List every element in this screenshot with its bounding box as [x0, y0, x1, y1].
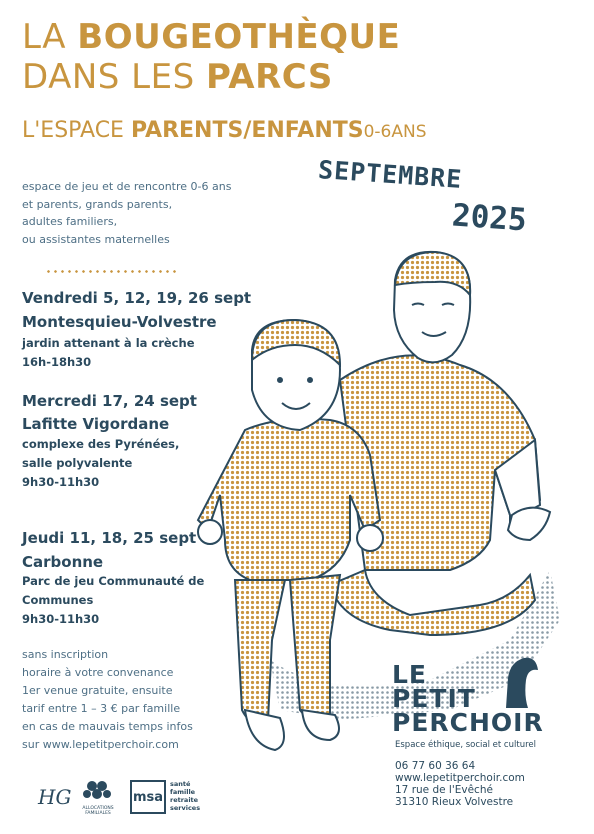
subtitle-age: 0-6ANS	[363, 122, 427, 142]
caf-line-2: FAMILIALES	[85, 811, 111, 816]
logo-line-3: PERCHOIR	[392, 708, 544, 737]
contact-block	[395, 760, 525, 808]
hg-logo	[36, 776, 72, 816]
month-handwritten: SEPTEMBRE	[317, 154, 464, 195]
event-3-detail: Communes	[22, 593, 94, 607]
info-line: horaire à votre convenance	[22, 666, 174, 679]
info-line: sur www.lepetitperchoir.com	[22, 738, 179, 751]
subtitle-prefix: L'ESPACE	[22, 118, 131, 143]
event-3-detail: Parc de jeu Communauté de	[22, 574, 205, 588]
caf-logo-text	[76, 806, 120, 816]
intro-line: adultes familiers,	[22, 215, 118, 228]
event-1-details	[22, 334, 195, 372]
msa-item: famille	[170, 788, 196, 796]
caf-line-1: ALLOCATIONS	[82, 806, 114, 811]
event-1-detail: jardin attenant à la crèche	[22, 336, 195, 350]
msa-logo	[130, 780, 166, 814]
subtitle	[22, 118, 427, 143]
event-3-place: Carbonne	[22, 553, 104, 571]
subtitle-bold: PARENTS/ENFANTS	[130, 118, 364, 143]
dotted-divider	[45, 270, 180, 273]
intro-line: ou assistantes maternelles	[22, 232, 170, 246]
msa-services	[170, 780, 200, 812]
event-1-place: Montesquieu-Volvestre	[22, 313, 217, 331]
title-bold-2: PARCS	[205, 57, 333, 97]
title-line-2	[22, 58, 333, 96]
contact-street: 17 rue de l'Evêché	[395, 784, 493, 796]
title-prefix-1: LA	[22, 17, 78, 57]
event-2-place: Lafitte Vigordane	[22, 415, 170, 433]
practical-info	[22, 646, 193, 754]
hg-logo-icon	[36, 776, 72, 816]
logo-line-1: LE	[392, 660, 428, 689]
logo-line-2: PETIT	[392, 684, 476, 713]
contact-website[interactable]: www.lepetitperchoir.com	[395, 772, 525, 784]
event-2-days: Mercredi 17, 24 sept	[22, 392, 197, 410]
event-2-details	[22, 435, 179, 492]
intro-text	[22, 178, 231, 248]
event-3-detail: 9h30-11h30	[22, 612, 100, 626]
caf-logo	[76, 776, 120, 818]
intro-line: et parents, grands parents,	[22, 197, 173, 211]
event-2-detail: 9h30-11h30	[22, 475, 100, 489]
year-handwritten: 2025	[450, 197, 528, 239]
event-2-detail: complexe des Pyrénées,	[22, 437, 180, 451]
logo-tagline: Espace éthique, social et culturel	[395, 740, 536, 750]
msa-item: retraite	[170, 796, 199, 804]
bird-logo-icon	[498, 656, 544, 708]
info-line: 1er venue gratuite, ensuite	[22, 684, 173, 697]
event-1-days: Vendredi 5, 12, 19, 26 sept	[22, 289, 252, 307]
info-line: en cas de mauvais temps infos	[22, 720, 193, 733]
event-3-days: Jeudi 11, 18, 25 sept	[22, 529, 197, 547]
hg-logo-text: HG	[38, 785, 72, 809]
intro-line: espace de jeu et de rencontre 0-6 ans	[22, 180, 232, 193]
event-1-detail: 16h-18h30	[22, 355, 92, 369]
event-2-detail: salle polyvalente	[22, 456, 133, 470]
info-line: sans inscription	[22, 648, 109, 661]
info-line: tarif entre 1 – 3 € par famille	[22, 702, 181, 715]
title-prefix-2: DANS LES	[22, 57, 206, 97]
msa-item: santé	[170, 780, 191, 788]
event-3-details	[22, 572, 204, 629]
caf-logo-icon	[76, 776, 120, 802]
msa-logo-text: msa	[132, 789, 164, 805]
msa-item: services	[170, 804, 201, 812]
contact-phone: 06 77 60 36 64	[395, 760, 476, 772]
title-bold-1: BOUGEOTHÈQUE	[77, 17, 401, 57]
contact-city: 31310 Rieux Volvestre	[395, 796, 514, 808]
title-line-1	[22, 18, 400, 56]
